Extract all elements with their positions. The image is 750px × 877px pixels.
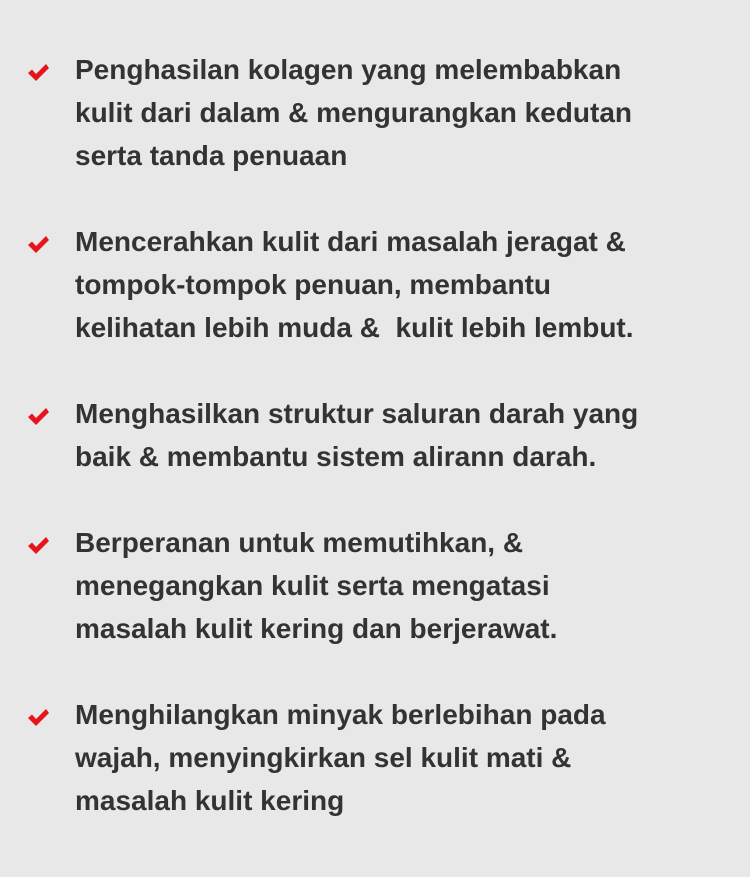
list-item [0, 392, 750, 478]
check-icon [26, 404, 50, 428]
list-item [0, 693, 750, 822]
text-line: Mencerahkan kulit dari masalah jeragat & [75, 226, 626, 257]
text-line: Penghasilan kolagen yang melembabkan [75, 54, 622, 85]
list-item [0, 48, 750, 177]
text-line: Menghasilkan struktur saluran darah yang [75, 398, 639, 429]
text-line: masalah kulit kering [75, 785, 345, 816]
list-item [0, 220, 750, 349]
text-line: menegangkan kulit serta mengatasi [75, 570, 550, 601]
text-line: wajah, menyingkirkan sel kulit mati & [75, 742, 572, 773]
text-line: kulit dari dalam & mengurangkan kedutan [75, 97, 633, 128]
text-line: baik & membantu sistem alirann darah. [75, 441, 597, 472]
check-icon [26, 60, 50, 84]
list-item-text [75, 392, 750, 478]
text-line: kelihatan lebih muda & kulit lebih lembut. [75, 312, 634, 343]
text-line: masalah kulit kering dan berjerawat. [75, 613, 558, 644]
benefits-list [0, 48, 750, 865]
list-item [0, 521, 750, 650]
text-line: Berperanan untuk memutihkan, & [75, 527, 524, 558]
list-item-text [75, 521, 750, 650]
list-item-text [75, 220, 750, 349]
list-item-text [75, 693, 750, 822]
text-line: tompok-tompok penuan, membantu [75, 269, 551, 300]
check-icon [26, 232, 50, 256]
check-icon [26, 705, 50, 729]
text-line: serta tanda penuaan [75, 140, 348, 171]
list-item-text [75, 48, 750, 177]
text-line: Menghilangkan minyak berlebihan pada [75, 699, 606, 730]
check-icon [26, 533, 50, 557]
